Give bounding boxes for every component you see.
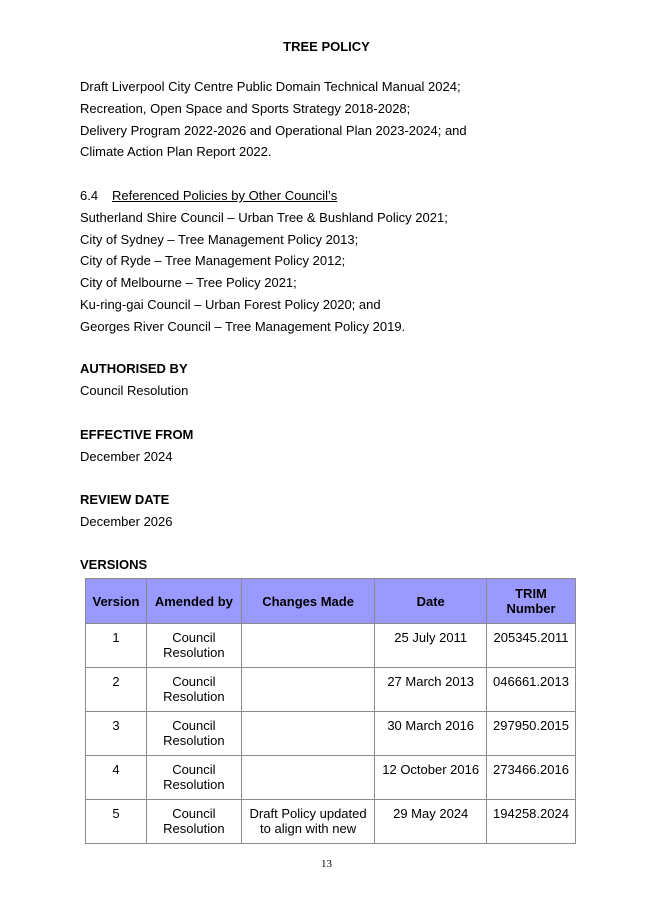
related-doc-item: Climate Action Plan Report 2022. (80, 144, 272, 160)
referenced-policy-item: Georges River Council – Tree Management Policy 2019. (80, 318, 406, 334)
amended-by-cell: Council Resolution (146, 624, 241, 668)
column-header-version: Version (86, 579, 147, 624)
trim-cell: 194258.2024 (487, 800, 576, 844)
column-header-trim-number: TRIM Number (487, 579, 576, 624)
referenced-policy-item: City of Ryde – Tree Management Policy 2012; (80, 253, 346, 269)
related-doc-item: Delivery Program 2022-2026 and Operational Plan 2023-2024; and (80, 122, 467, 138)
trim-cell: 297950.2015 (487, 712, 576, 756)
related-doc-item: Draft Liverpool City Centre Public Domain Technical Manual 2024; (80, 79, 461, 94)
trim-cell: 205345.2011 (487, 624, 576, 668)
authorised-by-value: Council Resolution (80, 382, 189, 398)
related-documents-list (80, 76, 467, 163)
date-cell: 30 March 2016 (375, 712, 487, 756)
date-cell: 29 May 2024 (375, 800, 487, 844)
trim-cell: 046661.2013 (487, 668, 576, 712)
effective-from-value: December 2024 (80, 448, 173, 464)
versions-section (80, 554, 147, 576)
review-date-value: December 2026 (80, 513, 173, 529)
versions-table (85, 578, 576, 844)
table-row (86, 712, 576, 756)
table-row (86, 624, 576, 668)
changes-cell (241, 756, 375, 800)
versions-heading: VERSIONS (80, 557, 148, 572)
column-header-changes-made: Changes Made (241, 579, 375, 624)
referenced-policy-item: City of Melbourne – Tree Policy 2021; (80, 275, 297, 291)
changes-cell (241, 668, 375, 712)
column-header-date: Date (375, 579, 487, 624)
amended-by-cell: Council Resolution (146, 712, 241, 756)
effective-from-section (80, 424, 193, 468)
version-cell: 2 (86, 668, 147, 712)
date-cell: 27 March 2013 (375, 668, 487, 712)
referenced-policy-item: City of Sydney – Tree Management Policy 2013; (80, 231, 359, 247)
section-heading: Referenced Policies by Other Council’s (112, 188, 338, 203)
changes-cell (241, 712, 375, 756)
changes-cell: Draft Policy updated to align with new (241, 800, 375, 844)
table-row (86, 800, 576, 844)
version-cell: 1 (86, 624, 147, 668)
review-date-heading: REVIEW DATE (80, 492, 170, 507)
section-heading-line (80, 185, 448, 207)
date-cell: 25 July 2011 (375, 624, 487, 668)
amended-by-cell: Council Resolution (146, 668, 241, 712)
referenced-policies-section (80, 185, 448, 338)
changes-cell (241, 624, 375, 668)
version-cell: 4 (86, 756, 147, 800)
referenced-policy-item: Sutherland Shire Council – Urban Tree & Bushland Policy 2021; (80, 209, 448, 225)
version-cell: 3 (86, 712, 147, 756)
authorised-by-section (80, 358, 188, 402)
effective-from-heading: EFFECTIVE FROM (80, 427, 194, 442)
column-header-amended-by: Amended by (146, 579, 241, 624)
table-row (86, 756, 576, 800)
amended-by-cell: Council Resolution (146, 800, 241, 844)
section-number: 6.4 (80, 188, 99, 203)
related-doc-item: Recreation, Open Space and Sports Strategy 2018-2028; (80, 100, 411, 116)
version-cell: 5 (86, 800, 147, 844)
date-cell: 12 October 2016 (375, 756, 487, 800)
page-number: 13 (321, 858, 332, 870)
table-header-row (86, 579, 576, 624)
amended-by-cell: Council Resolution (146, 756, 241, 800)
authorised-by-heading: AUTHORISED BY (80, 361, 188, 376)
page-title: TREE POLICY (283, 39, 370, 54)
table-row (86, 668, 576, 712)
referenced-policy-item: Ku-ring-gai Council – Urban Forest Policy 2020; and (80, 296, 381, 312)
trim-cell: 273466.2016 (487, 756, 576, 800)
review-date-section (80, 489, 173, 533)
